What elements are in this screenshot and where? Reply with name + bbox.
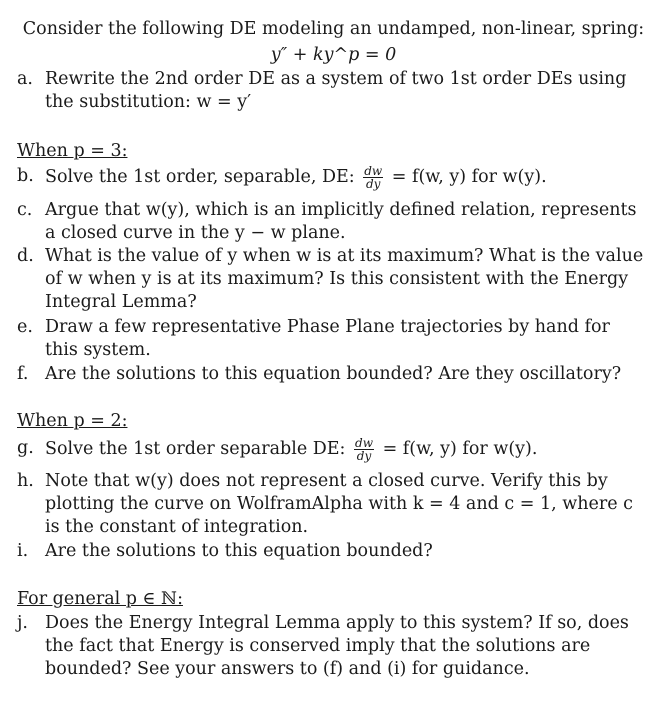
item-h-text: Note that w(y) does not represent a closed curve. Verify this by plotting the curve on WolframAlpha with k = 4 and c = 1, where c is the constant of integration. [45,471,633,537]
item-i-label: i. [17,541,29,561]
item-e-label: e. [17,317,33,337]
dw-dy-fraction-g [354,437,374,462]
item-i [17,540,647,563]
item-g-body [45,437,647,462]
item-b-post: = f(w, y) for w(y). [391,167,547,187]
heading-general: For general p ∈ ℕ: [17,589,183,609]
item-d [17,245,647,314]
item-a-text: Rewrite the 2nd order DE as a system of two 1st order DEs using the substitution: w = y′ [45,69,627,112]
item-c-text: Argue that w(y), which is an implicitly defined relation, represents a closed curve in the y − w plane. [45,200,637,243]
intro-text: Consider the following DE modeling an undamped, non-linear, spring: [22,19,645,39]
item-a-label: a. [17,69,33,89]
item-j-label: j. [17,613,28,633]
item-b [17,165,647,190]
item-g [17,437,647,462]
heading-p2: When p = 2: [17,411,128,431]
item-e-text: Draw a few representative Phase Plane trajectories by hand for this system. [45,317,610,360]
heading-p3: When p = 3: [17,141,128,161]
fraction-denominator-g: dy [356,449,372,463]
item-c-label: c. [17,200,33,220]
item-e [17,316,647,362]
item-g-label: g. [17,438,34,458]
item-b-label: b. [17,166,34,186]
item-f [17,363,647,386]
fraction-denominator: dy [365,177,381,191]
fraction-numerator: dw [364,164,383,178]
item-f-text: Are the solutions to this equation bounded? Are they oscillatory? [45,364,622,384]
item-j-text: Does the Energy Integral Lemma apply to this system? If so, does the fact that Energy is conserved imply that the solutions are bounded? See your answers to (f) and (i) for guidance. [45,613,629,679]
item-g-post: = f(w, y) for w(y). [382,439,538,459]
item-b-pre: Solve the 1st order, separable, DE: [45,167,355,187]
fraction-numerator-g: dw [355,436,373,450]
item-d-label: d. [17,246,34,266]
item-c [17,199,647,245]
item-h-label: h. [17,471,34,491]
item-f-label: f. [17,364,29,384]
item-a [17,68,647,114]
item-j [17,612,647,681]
dw-dy-fraction [363,165,383,190]
item-d-text: What is the value of y when w is at its maximum? What is the value of w when y is at its maximum? Is this consistent with the Energy Integral Lemma? [45,246,644,312]
de-equation: y″ + ky^p = 0 [270,45,397,65]
item-i-text: Are the solutions to this equation bounded? [45,541,433,561]
item-g-pre: Solve the 1st order separable DE: [45,439,346,459]
item-h [17,470,647,539]
item-b-body [45,165,647,190]
